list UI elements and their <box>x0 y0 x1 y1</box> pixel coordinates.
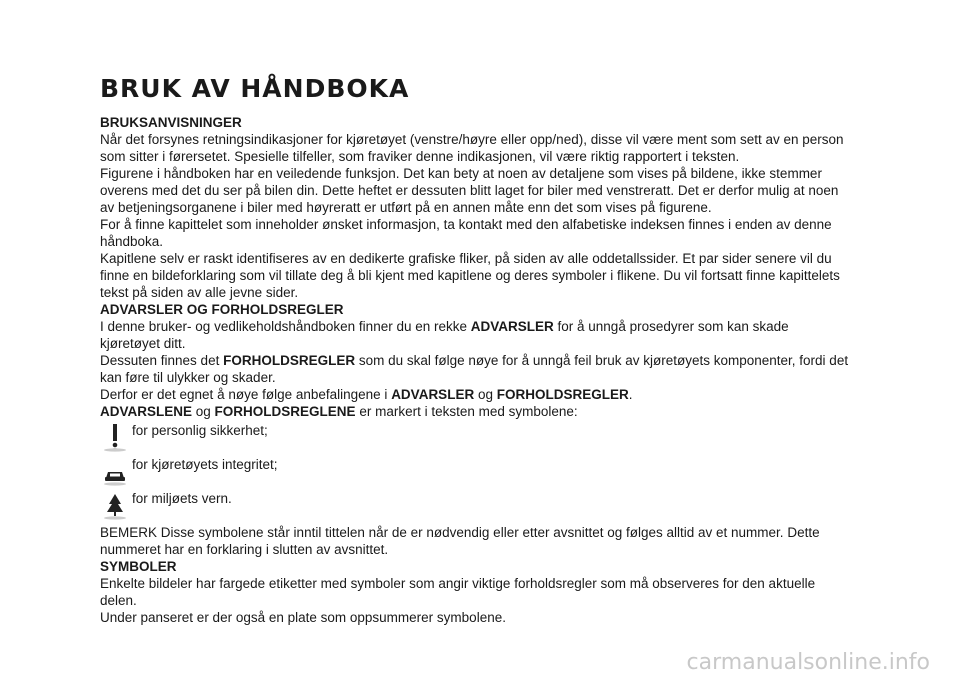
manual-page <box>100 74 850 626</box>
section-heading-symboler: SYMBOLER <box>100 559 177 574</box>
symbol-row-environment <box>100 490 850 520</box>
paragraph-directions: Når det forsynes retningsindikasjoner for kjøretøyet (venstre/høyre eller opp/ned), disse vil være ment som sett av en person som sitter i førersetet. Spesielle tilfeller, som fraviker denne indikasjonen, vil være riktig rapportert i teksten. <box>100 132 844 164</box>
paragraph-figures: Figurene i håndboken har en veiledende funksjon. Det kan bety at noen av detaljene som vises på bildene, ikke stemmer overens med det du ser på bilen din. Dette heftet er dessuten blitt laget for biler med venstreratt. Det er derfor mulig at noen av betjeningsorganene i biler med høyreratt er utført på en annen måte enn det som vises på figurene. <box>100 166 839 215</box>
paragraph-recommendation: Derfor er det egnet å nøye følge anbefalingene i ADVARSLER og FORHOLDSREGLER. <box>100 387 633 402</box>
symbol-text: for kjøretøyets integritet; <box>132 457 278 472</box>
paragraph-precautions: Dessuten finnes det FORHOLDSREGLER som du skal følge nøye for å unngå feil bruk av kjøretøyets komponenter, fordi det kan føre til ulykker og skader. <box>100 353 849 385</box>
page-title: BRUK AV HÅNDBOKA <box>100 74 410 103</box>
person-warning-icon <box>102 422 128 452</box>
car-warning-icon <box>102 456 128 486</box>
paragraph-warnings: I denne bruker- og vedlikeholdshåndboken finner du en rekke ADVARSLER for å unngå prosedyrer som kan skade kjøretøyet ditt. <box>100 319 789 351</box>
paragraph-chapters: Kapitlene selv er raskt identifiseres av en dedikerte grafiske fliker, på siden av alle oddetallssider. Et par sider senere vil du finne en bildeforklaring som vil tillate deg å bli kjent med kapitlene og deres symboler i flikene. Du vil fortsatt finne kapittelets tekst på siden av alle jevne sider. <box>100 251 840 300</box>
paragraph-index: For å finne kapittelet som inneholder ønsket informasjon, ta kontakt med den alfabetiske indeksen finnes i enden av denne håndboka. <box>100 217 832 249</box>
paragraph-plate: Under panseret er der også en plate som oppsummerer symbolene. <box>100 610 506 625</box>
paragraph-labels: Enkelte bildeler har fargede etiketter med symboler som angir viktige forholdsregler som må observeres for den aktuelle delen. <box>100 576 816 608</box>
paragraph-note: BEMERK Disse symbolene står inntil tittelen når de er nødvendig eller etter avsnittet og følges alltid av et nummer. Dette nummeret har en forklaring i slutten av avsnittet. <box>100 525 820 557</box>
symbol-row-vehicle <box>100 456 850 486</box>
section-heading-advarsler: ADVARSLER OG FORHOLDSREGLER <box>100 302 344 317</box>
symbol-text: for miljøets vern. <box>132 491 232 506</box>
symbol-text: for personlig sikkerhet; <box>132 423 268 438</box>
tree-warning-icon <box>102 490 128 520</box>
section-heading-bruksanvisninger: BRUKSANVISNINGER <box>100 115 242 130</box>
symbol-row-personal <box>100 422 850 452</box>
watermark: carmanualsonline.info <box>686 650 930 675</box>
paragraph-symbols-intro: ADVARSLENE og FORHOLDSREGLENE er markert i teksten med symbolene: <box>100 404 578 419</box>
